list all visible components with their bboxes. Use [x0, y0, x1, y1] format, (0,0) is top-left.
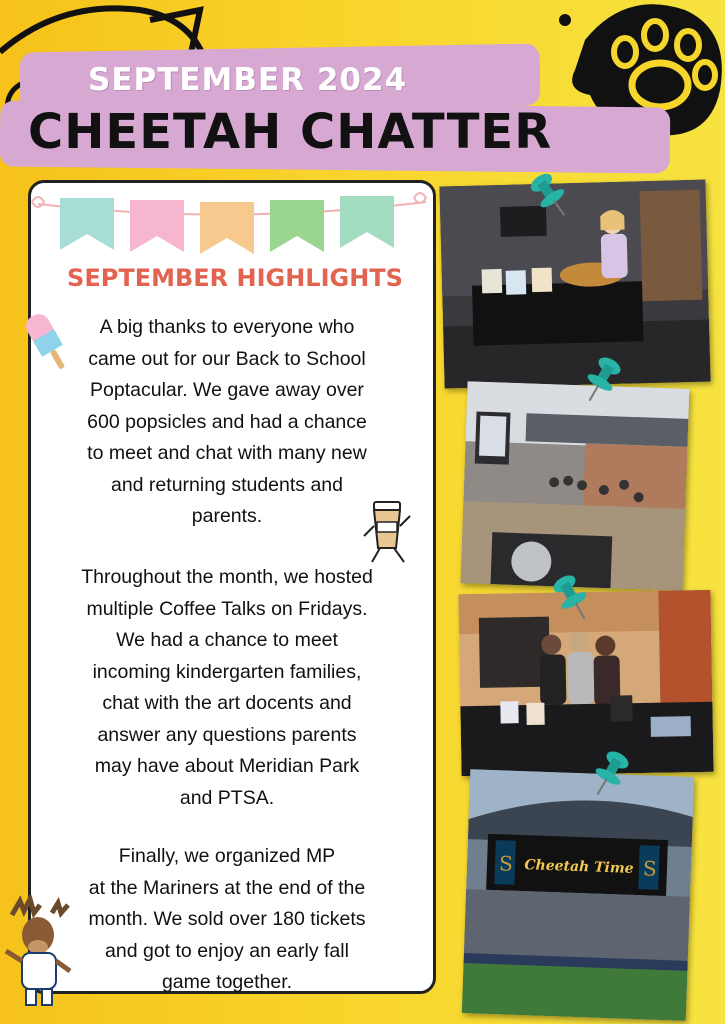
newsletter-title: CHEETAH CHATTER: [28, 104, 553, 160]
text-line: game together.: [161, 971, 293, 993]
push-pin-icon: [578, 352, 626, 406]
text-line: A big thanks to everyone who: [99, 316, 355, 338]
bunting-decoration: [30, 184, 434, 256]
push-pin-icon: [526, 168, 574, 222]
push-pin-icon: [586, 746, 634, 800]
paragraph-mariners: [52, 841, 402, 999]
coffee-cup-icon: [360, 496, 416, 570]
text-line: and returning students and: [110, 473, 343, 496]
scoreboard-text: Cheetah Time: [524, 857, 634, 877]
text-line: parents.: [191, 505, 263, 527]
text-line: multiple Coffee Talks on Fridays.: [86, 597, 368, 620]
push-pin-icon: [548, 570, 596, 624]
text-line: and got to enjoy an early fall: [105, 939, 349, 962]
svg-text:S: S: [498, 851, 514, 876]
text-line: Finally, we organized MP: [118, 845, 336, 867]
text-line: We had a chance to meet: [116, 629, 338, 651]
text-line: Poptacular. We gave away over: [90, 379, 364, 401]
paragraph-coffee-talks: [52, 562, 402, 814]
section-heading: SEPTEMBER HIGHLIGHTS: [67, 264, 403, 292]
photo-mariners-stadium: [462, 769, 694, 1021]
text-line: Throughout the month, we hosted: [81, 566, 373, 588]
text-line: answer any questions parents: [97, 723, 357, 746]
paragraph-poptacular: [52, 312, 402, 533]
moose-mascot-icon: [0, 895, 80, 1010]
text-line: incoming kindergarten families,: [92, 660, 362, 683]
photo-courtyard-crowd: [461, 381, 690, 591]
photo-poptacular-table: [439, 180, 710, 389]
text-line: and PTSA.: [179, 786, 275, 809]
svg-text:S: S: [642, 856, 658, 881]
issue-date: SEPTEMBER 2024: [88, 62, 408, 98]
text-line: chat with the art docents and: [102, 692, 352, 714]
text-line: month. We sold over 180 tickets: [88, 908, 366, 930]
text-line: came out for our Back to School: [88, 347, 366, 370]
text-line: to meet and chat with many new: [87, 442, 367, 464]
text-line: at the Mariners at the end of the: [88, 876, 366, 899]
text-line: may have about Meridian Park: [94, 755, 360, 777]
text-line: 600 popsicles and had a chance: [87, 410, 367, 433]
